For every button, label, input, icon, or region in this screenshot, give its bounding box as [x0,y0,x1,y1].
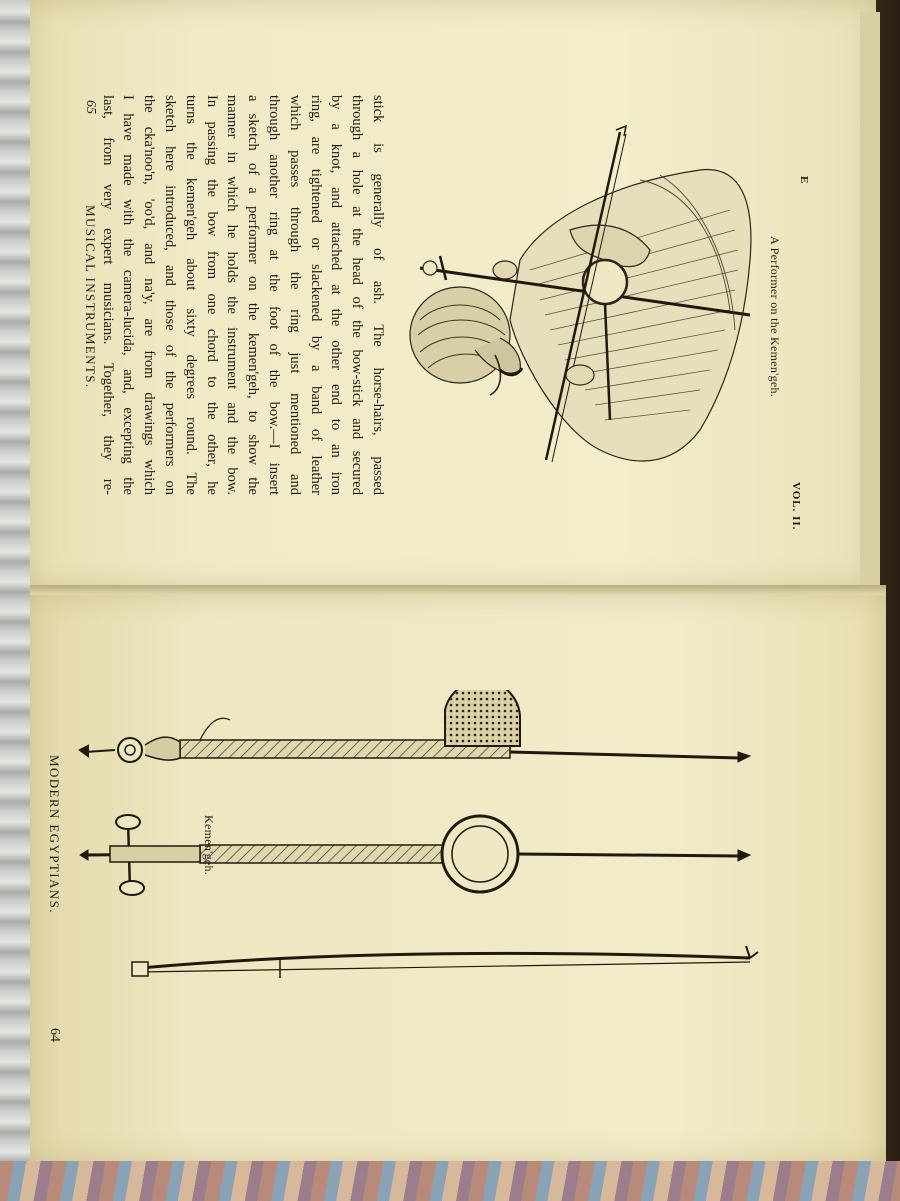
text-line: In passing the bow from one chord to the other, he [203,95,220,495]
text-line: sketch here introduced, and those of the performers on [162,95,179,495]
text-line: last, from very expert musicians. Together, they re- [99,95,116,495]
text-line: through another ring at the foot of the bow.—I insert [266,95,283,495]
text-line: I have made with the camera-lucida, and, excepting the [120,95,137,495]
text-line: manner in which he holds the instrument and the bow. [224,95,241,495]
text-line: the cka'noo'n, 'oo'd, and na'y, are from drawings which [141,95,158,495]
binding-thread [0,0,30,1201]
text-line: through a hole at the head of the bow-stick and secured [349,95,366,495]
running-head-left: MODERN EGYPTIANS. [47,755,62,914]
book-gutter [26,585,886,595]
kemengeh-engraving [70,690,770,990]
text-line: ring, are tightened or slackened by a band of leather [307,95,324,495]
text-line: by a knot, and attached at the other end to an iron [328,95,345,495]
performer-engraving [400,120,790,500]
caption-kemengeh: Kemen'geh. [202,815,216,876]
text-line: stick is generally of ash. The horse-hairs, passed [370,95,386,495]
text-line: turns the kemen'geh about sixty degrees round. The [182,95,199,495]
body-text-right [97,95,388,495]
signature-volume: VOL. II. [790,482,802,531]
text-line: which passes through the ring just mentioned and [286,95,303,495]
marbled-edge [0,1161,900,1201]
caption-performer: A Performer on the Kemen'geh. [768,236,782,398]
page-number-left: 64 [47,1028,62,1042]
text-line: a sketch of a performer on the kemen'geh, to show the [245,95,262,495]
running-head-right: MUSICAL INSTRUMENTS. [83,205,98,389]
page-number-right: 65 [83,100,98,114]
signature-letter: E [798,176,810,185]
page-edge [860,12,880,587]
